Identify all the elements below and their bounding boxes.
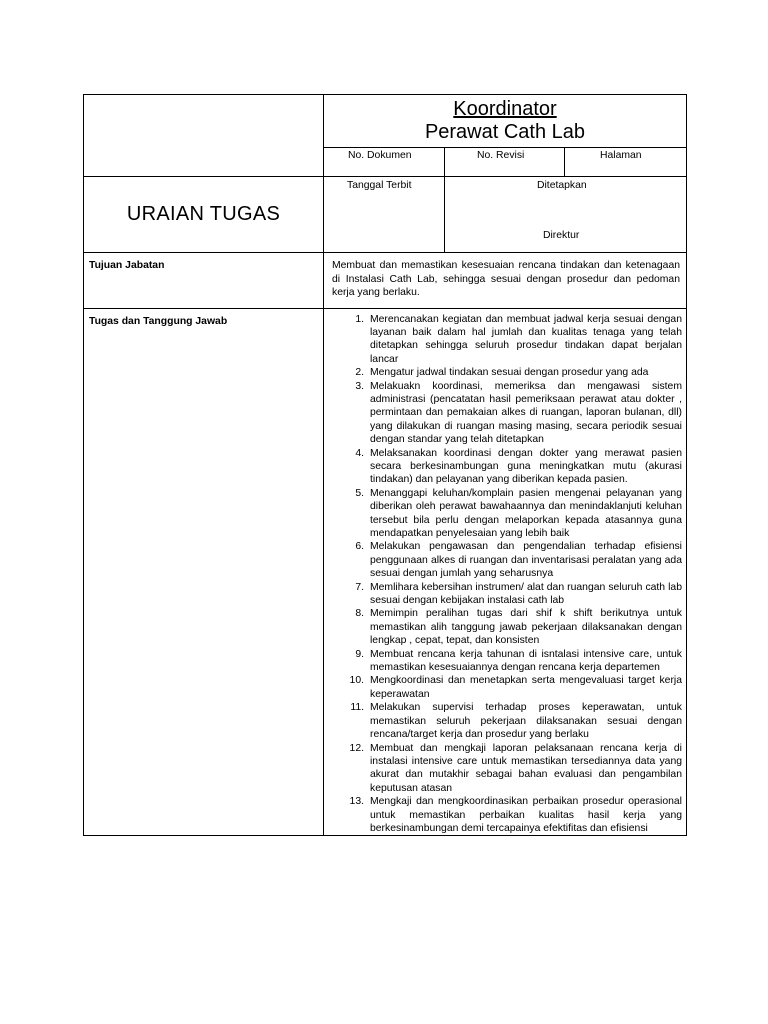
tujuan-jabatan-text: Membuat dan memastikan kesesuaian rencana tindakan dan ketenagaan di Instalasi Cath Lab, sehingga sesuai dengan prosedur dan pedoman kerja yang berlaku. — [324, 253, 687, 309]
tugas-item — [324, 581, 682, 608]
tugas-item — [324, 447, 682, 487]
tujuan-jabatan-label: Tujuan Jabatan — [84, 253, 324, 309]
tugas-item-number: 4. — [355, 447, 364, 459]
tugas-item — [324, 674, 682, 701]
tugas-item-number: 9. — [355, 648, 364, 660]
tugas-item-text: Membuat dan mengkaji laporan pelaksanaan rencana kerja di instalasi intensive care untuk memastikan tersediannya data yang akurat dan mutakhir sebagai bahan evaluasi dan pengambilan keputusan atasan — [370, 742, 682, 794]
title-line2: Perawat Cath Lab — [424, 121, 586, 143]
no-dokumen-label: No. Dokumen — [324, 148, 445, 177]
tugas-label: Tugas dan Tanggung Jawab — [84, 308, 324, 836]
tugas-list — [324, 313, 686, 836]
ditetapkan-label: Ditetapkan — [537, 180, 587, 191]
title-line1: Koordinator — [453, 98, 557, 120]
tugas-item-number: 2. — [355, 367, 364, 379]
job-description-document — [83, 94, 686, 836]
no-revisi-label: No. Revisi — [445, 148, 565, 177]
direktur-label: Direktur — [543, 230, 580, 241]
tugas-cell — [324, 308, 687, 836]
job-description-table — [83, 94, 687, 836]
tugas-item-number: 10. — [349, 675, 364, 687]
tugas-item-text: Mengkaji dan mengkoordinasikan perbaikan prosedur operasional untuk memastikan perbaikan kualitas hasil kerja yang berkesinambungan demi tercapainya efektifitas dan efisiensi — [370, 796, 682, 834]
tugas-item-number: 8. — [355, 608, 364, 620]
halaman-label: Halaman — [565, 148, 687, 177]
tanggal-terbit-label: Tanggal Terbit — [324, 177, 445, 253]
doc-title: URAIAN TUGAS — [84, 177, 324, 253]
tugas-item — [324, 380, 682, 447]
tugas-item-text: Memlihara kebersihan instrumen/ alat dan ruangan seluruh cath lab sesuai dengan kebijakan instalasi cath lab — [370, 581, 682, 607]
tugas-item-number: 6. — [355, 541, 364, 553]
tugas-item-number: 7. — [355, 581, 364, 593]
tugas-item-text: Membuat rencana kerja tahunan di isntalasi intensive care, untuk memastikan kesesuaiannya dengan rencana kerja departemen — [370, 648, 682, 674]
tugas-item-number: 13. — [349, 796, 364, 808]
tugas-item-text: Memimpin peralihan tugas dari shif k shift berikutnya untuk memastikan alih tanggung jawab pekerjaan dilaksanakan dengan lengkap , cepat, tepat, dan konsisten — [370, 608, 682, 647]
tugas-item — [324, 701, 682, 741]
tugas-item-text: Melakukan pengawasan dan pengendalian terhadap efisiensi penggunaan alkes di ruangan dan inventarisasi peralatan yang ada sesuai dengan jumlah yang seharusnya — [370, 541, 682, 580]
tugas-item — [324, 648, 682, 675]
title-cell — [324, 95, 687, 148]
tugas-item — [324, 607, 682, 647]
logo-cell — [84, 95, 324, 177]
tugas-item-text: Mengkoordinasi dan menetapkan serta mengevaluasi target kerja keperawatan — [370, 675, 682, 700]
tugas-item-text: Melakukan supervisi terhadap proses keperawatan, untuk memastikan seluruh pekerjaan dilaksanakan sesuai dengan rencana/target kerja dan prosedur yang berlaku — [370, 702, 682, 741]
tugas-item-text: Melakuakn koordinasi, memeriksa dan mengawasi sistem administrasi (pencatatan hasil pemeriksaan perawat atau dokter , permintaan dan pemakaian alkes di ruangan, laporan bulanan, dll) yang dilakukan di ruangan masing masing, secara periodik sesuai dengan standar yang telah ditetapkan — [370, 380, 682, 446]
tugas-item-number: 12. — [349, 742, 364, 754]
ditetapkan-cell — [445, 177, 687, 253]
tugas-item-text: Melaksanakan koordinasi dengan dokter yang merawat pasien secara berkesinambungan guna meningkatkan mutu (akurasi tindakan) dan pelayanan yang diberikan kepada pasien. — [370, 447, 682, 486]
tugas-item — [324, 366, 682, 379]
tugas-item-number: 5. — [355, 487, 364, 499]
tugas-item-text: Merencanakan kegiatan dan membuat jadwal kerja sesuai dengan layanan baik dalam hal jumlah dan kualitas tenaga yang telah ditetapkan sehingga seluruh prosedur tindakan dapat berjalan lancar — [370, 313, 682, 365]
tugas-item — [324, 540, 682, 580]
tugas-item-text: Menanggapi keluhan/komplain pasien mengenai pelayanan yang diberikan oleh perawat bawahaannya dan menindaklanjuti keluhan tersebut bila perlu dengan melaporkan kepada atasannya guna mendapatkan penyelesaian yang lebih baik — [370, 487, 682, 539]
tugas-item-text: Mengatur jadwal tindakan sesuai dengan prosedur yang ada — [370, 367, 649, 379]
tugas-item-number: 11. — [350, 702, 364, 714]
tugas-item-number: 3. — [355, 380, 364, 392]
tugas-item — [324, 487, 682, 541]
tugas-item — [324, 795, 682, 835]
tugas-item — [324, 313, 682, 367]
tugas-item-number: 1. — [355, 313, 364, 325]
tugas-item — [324, 742, 682, 796]
